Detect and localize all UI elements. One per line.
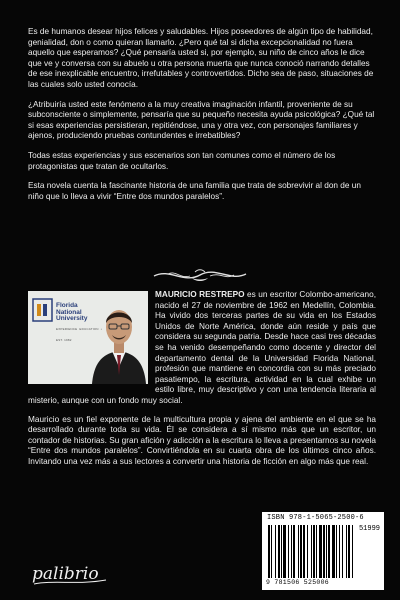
barcode-bars bbox=[268, 525, 378, 578]
price-code: 51999 bbox=[358, 525, 380, 533]
logo-line-1: Florida bbox=[56, 302, 78, 309]
publisher-logo bbox=[30, 558, 118, 588]
barcode-number: 9 781506 525006 bbox=[266, 579, 330, 586]
logo-line-3: University bbox=[56, 315, 88, 322]
isbn-label: ISBN 978-1-5065-2500-6 bbox=[267, 514, 364, 522]
synopsis bbox=[28, 27, 376, 211]
university-logo-icon bbox=[32, 297, 54, 323]
synopsis-paragraph-1: Es de humanos desear hijos felices y saludables. Hijos poseedores de algún tipo de habilidad, genialidad, don o como quieran llamarlo. ¿Pero qué tal si dicha excepcionalidad no fuera aquello que esperamos? ¿Qué pensaría usted si, por ejemplo, su niño de cinco años le dice que ve y conversa con su abuelo u otra persona muerta que nunca conoció narrando detalles de ese inexplicable encuentro, irrefutables y controvertidos. Dicho sea de paso, situaciones de las cuales solo usted conocía. bbox=[28, 27, 374, 89]
ornament-divider bbox=[150, 264, 250, 286]
author-bio-2: Mauricio es un fiel exponente de la multicultura propia y ajena del ambiente en el que se ha desarrollado durante toda su vida. Él se considera a sí mismo más que un escritor, un contador de historias. Su gran afición y adicción a la escritura lo lleva a presentarnos su novela “Entre dos mundos paralelos”. Convirtiéndola en su cuarta obra de los últimos cinco años. Invitando una vez más a sus lectores a convertir una historia de ficción en algo más que real. bbox=[28, 414, 376, 466]
logo-line-2: National bbox=[56, 308, 82, 316]
publisher-name: palibrio bbox=[32, 564, 99, 584]
synopsis-paragraph-4: Esta novela cuenta la fascinante historia de una familia que trata de sobrevivir al don de un niño que lo lleva a vivir “Entre dos mundos paralelos”. bbox=[28, 181, 361, 201]
logo-tagline: EXPERIENCE EDUCATION • EST. 1982 bbox=[56, 327, 102, 342]
synopsis-paragraph-3: Todas estas experiencias y sus escenarios son tan comunes como el número de los protagonistas que tratan de ocultarlos. bbox=[28, 150, 336, 171]
author-bio-1-text: es un escritor Colombo-americano, nacido el 27 de noviembre de 1962 en Medellín, Colombia. Ha vivido dos terceras partes de su vida en los Estados Unidos de Norte América, donde aún reside y país que considera su segunda patria. Desde hace casi tres décadas se ha venido desempeñando como docente y director del departamento dental de la Universidad Florida National, profesión que mantiene en concordia con su más preciado pasatiempo, la escritura, actividad en la cual exhibe un estilo libre, muy descriptivo y con una tendencia literaria al misterio, aunque con un fondo muy social. bbox=[28, 290, 376, 405]
author-portrait bbox=[90, 295, 148, 384]
author-section bbox=[28, 290, 376, 476]
barcode-panel bbox=[262, 512, 384, 590]
university-logo-text bbox=[56, 303, 87, 323]
author-name: MAURICIO RESTREPO bbox=[155, 290, 245, 299]
synopsis-paragraph-2: ¿Atribuiría usted este fenómeno a la muy creativa imaginación infantil, proveniente de su subconsciente o simplemente, pensaría que su pequeño necesita ayuda psicológica? ¿Qué tal si esas experiencias persistieran, repitiéndose, una y otra vez, con personajes familiares y ajenos, produciendo pruebas contundentes e irrebatibles? bbox=[28, 99, 375, 141]
author-photo bbox=[28, 291, 148, 384]
